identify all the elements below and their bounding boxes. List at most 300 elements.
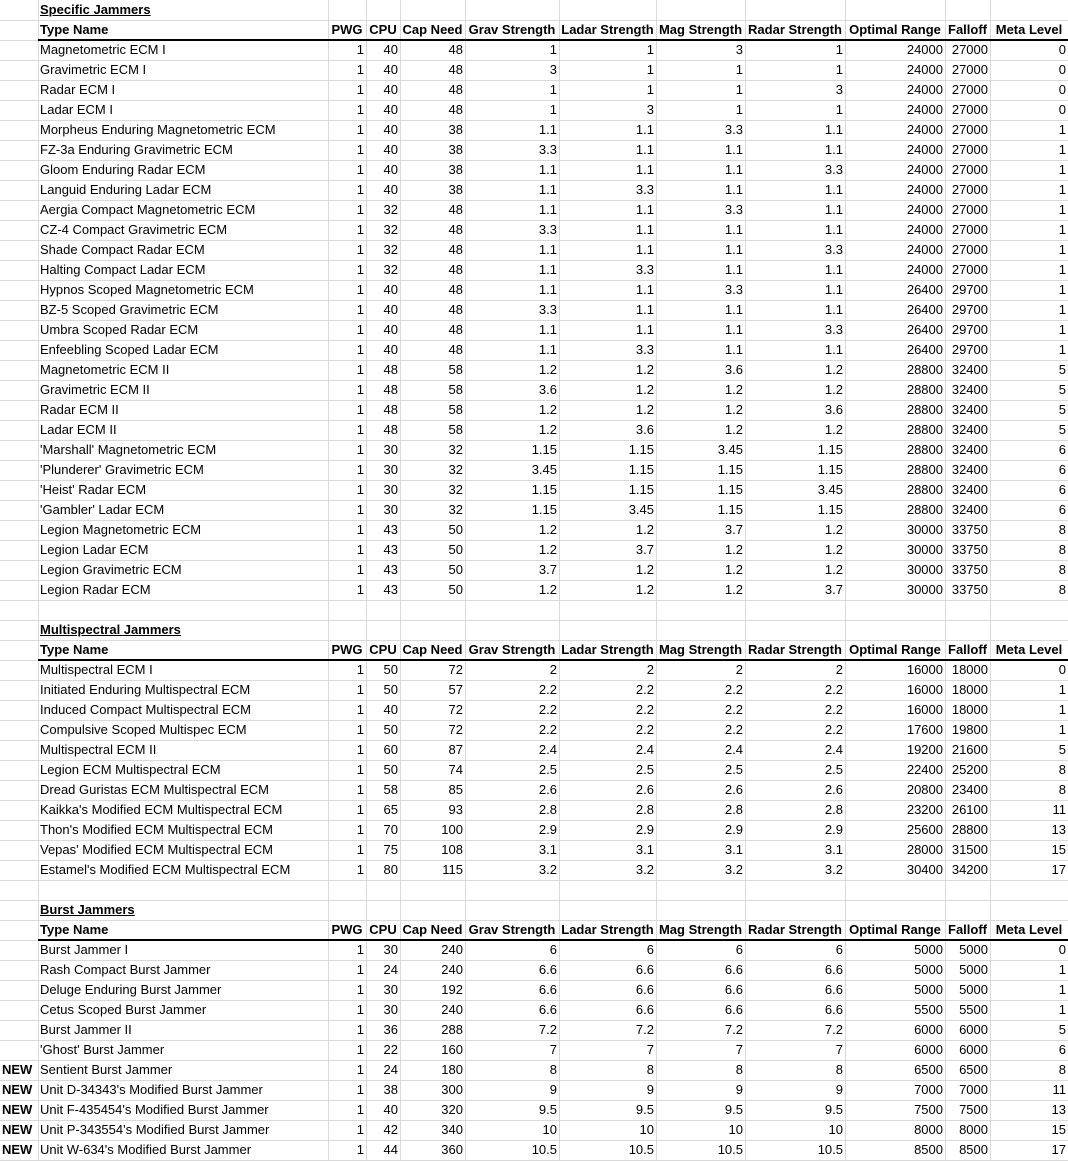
cell-radar-strength[interactable]: 1.15 — [817, 502, 843, 517]
cell-cap-need[interactable]: 32 — [448, 442, 463, 457]
cell-radar-strength[interactable]: 1.2 — [824, 362, 843, 377]
cell-pwg[interactable]: 1 — [356, 1002, 364, 1017]
cell-mag-strength[interactable]: 1.1 — [724, 302, 743, 317]
cell-cpu[interactable]: 30 — [383, 942, 398, 957]
cell-ladar-strength[interactable]: 1.1 — [635, 142, 654, 157]
cell-optimal-range[interactable]: 24000 — [906, 142, 943, 157]
cell-ladar-strength[interactable]: 1.2 — [635, 582, 654, 597]
cell-cap-need[interactable]: 72 — [448, 702, 463, 717]
cell-cpu[interactable]: 30 — [383, 1002, 398, 1017]
cell-radar-strength[interactable]: 3 — [835, 82, 843, 97]
row-tag[interactable] — [0, 780, 38, 800]
cell-cpu[interactable]: 80 — [383, 862, 398, 877]
header-falloff[interactable]: Falloff — [948, 22, 987, 37]
cell-cpu[interactable]: 43 — [383, 562, 398, 577]
cell-radar-strength[interactable]: 6.6 — [824, 962, 843, 977]
cell-falloff[interactable]: 27000 — [951, 182, 988, 197]
cell-grav-strength[interactable]: 1 — [549, 102, 557, 117]
cell-falloff[interactable]: 27000 — [951, 122, 988, 137]
cell-pwg[interactable]: 1 — [356, 122, 364, 137]
row-tag[interactable] — [0, 240, 38, 260]
cell-radar-strength[interactable]: 6.6 — [824, 1002, 843, 1017]
cell-cpu[interactable]: 50 — [383, 762, 398, 777]
row-tag[interactable] — [0, 580, 38, 600]
cell-falloff[interactable]: 27000 — [951, 42, 988, 57]
cell-cpu[interactable]: 32 — [383, 222, 398, 237]
cell-optimal-range[interactable]: 17600 — [906, 722, 943, 737]
cell-type-name[interactable]: Dread Guristas ECM Multispectral ECM — [40, 782, 269, 797]
cell-optimal-range[interactable]: 16000 — [906, 682, 943, 697]
row-tag[interactable] — [0, 740, 38, 760]
header-cpu[interactable]: CPU — [369, 22, 397, 37]
cell-type-name[interactable]: Gloom Enduring Radar ECM — [40, 162, 206, 177]
cell-pwg[interactable]: 1 — [356, 362, 364, 377]
cell-radar-strength[interactable]: 1.15 — [817, 442, 843, 457]
cell-cpu[interactable]: 43 — [383, 522, 398, 537]
cell-radar-strength[interactable]: 3.45 — [817, 482, 843, 497]
cell-cpu[interactable]: 40 — [383, 342, 398, 357]
cell-meta-level[interactable]: 1 — [1058, 122, 1066, 137]
cell-optimal-range[interactable]: 26400 — [906, 282, 943, 297]
cell-cap-need[interactable]: 32 — [448, 502, 463, 517]
cell-grav-strength[interactable]: 1.2 — [538, 362, 557, 377]
cell-type-name[interactable]: Magnetometric ECM I — [40, 42, 166, 57]
cell-radar-strength[interactable]: 3.1 — [824, 842, 843, 857]
cell-radar-strength[interactable]: 1.1 — [824, 122, 843, 137]
cell-meta-level[interactable]: 1 — [1058, 162, 1066, 177]
row-tag[interactable] — [0, 860, 38, 880]
cell-falloff[interactable]: 32400 — [951, 482, 988, 497]
cell-cap-need[interactable]: 58 — [448, 422, 463, 437]
cell-cpu[interactable]: 40 — [383, 702, 398, 717]
cell-falloff[interactable]: 6000 — [959, 1022, 988, 1037]
cell-cap-need[interactable]: 72 — [448, 662, 463, 677]
cell-mag-strength[interactable]: 2 — [735, 662, 743, 677]
cell-type-name[interactable]: Compulsive Scoped Multispec ECM — [40, 722, 247, 737]
cell-ladar-strength[interactable]: 1.1 — [635, 302, 654, 317]
cell-pwg[interactable]: 1 — [356, 842, 364, 857]
cell-cap-need[interactable]: 32 — [448, 482, 463, 497]
cell-mag-strength[interactable]: 2.2 — [724, 702, 743, 717]
cell-mag-strength[interactable]: 2.5 — [724, 762, 743, 777]
cell-cap-need[interactable]: 93 — [448, 802, 463, 817]
cell-meta-level[interactable]: 0 — [1058, 42, 1066, 57]
cell-cap-need[interactable]: 108 — [441, 842, 463, 857]
cell-cpu[interactable]: 48 — [383, 422, 398, 437]
header-cap-need[interactable]: Cap Need — [402, 642, 463, 657]
cell-type-name[interactable]: Gravimetric ECM II — [40, 382, 150, 397]
cell-pwg[interactable]: 1 — [356, 202, 364, 217]
cell-cpu[interactable]: 22 — [383, 1042, 398, 1057]
cell-grav-strength[interactable]: 3 — [549, 62, 557, 77]
cell-cap-need[interactable]: 360 — [441, 1142, 463, 1157]
row-tag[interactable] — [0, 820, 38, 840]
cell-cpu[interactable]: 30 — [383, 502, 398, 517]
cell-type-name[interactable]: Burst Jammer II — [40, 1022, 132, 1037]
cell-grav-strength[interactable]: 1.2 — [538, 522, 557, 537]
cell-meta-level[interactable]: 1 — [1058, 342, 1066, 357]
cell-meta-level[interactable]: 1 — [1058, 1002, 1066, 1017]
cell-falloff[interactable]: 29700 — [951, 322, 988, 337]
cell-ladar-strength[interactable]: 1.1 — [635, 162, 654, 177]
cell-cap-need[interactable]: 38 — [448, 162, 463, 177]
header-optimal-range[interactable]: Optimal Range — [849, 22, 941, 37]
cell-pwg[interactable]: 1 — [356, 1062, 364, 1077]
cell-meta-level[interactable]: 0 — [1058, 102, 1066, 117]
cell-cap-need[interactable]: 240 — [441, 1002, 463, 1017]
row-tag[interactable] — [0, 980, 38, 1000]
cell-pwg[interactable]: 1 — [356, 422, 364, 437]
cell-radar-strength[interactable]: 1 — [835, 62, 843, 77]
cell-optimal-range[interactable]: 28800 — [906, 422, 943, 437]
cell-falloff[interactable]: 32400 — [951, 462, 988, 477]
cell-falloff[interactable]: 5000 — [959, 962, 988, 977]
cell-ladar-strength[interactable]: 2.9 — [635, 822, 654, 837]
row-tag[interactable] — [0, 340, 38, 360]
cell-mag-strength[interactable]: 2.8 — [724, 802, 743, 817]
cell-ladar-strength[interactable]: 2 — [646, 662, 654, 677]
cell-meta-level[interactable]: 6 — [1058, 462, 1066, 477]
cell-grav-strength[interactable]: 1.15 — [531, 482, 557, 497]
cell-mag-strength[interactable]: 9.5 — [724, 1102, 743, 1117]
cell-cap-need[interactable]: 50 — [448, 562, 463, 577]
cell-grav-strength[interactable]: 1 — [549, 82, 557, 97]
header-falloff[interactable]: Falloff — [948, 642, 987, 657]
row-tag[interactable]: NEW — [2, 1102, 33, 1117]
cell-optimal-range[interactable]: 6000 — [914, 1042, 943, 1057]
cell-radar-strength[interactable]: 3.3 — [824, 242, 843, 257]
cell-mag-strength[interactable]: 1.15 — [717, 482, 743, 497]
cell-pwg[interactable]: 1 — [356, 442, 364, 457]
cell-optimal-range[interactable]: 24000 — [906, 202, 943, 217]
cell-cpu[interactable]: 38 — [383, 1082, 398, 1097]
header-meta-level[interactable]: Meta Level — [995, 922, 1063, 937]
cell-cpu[interactable]: 50 — [383, 682, 398, 697]
cell-mag-strength[interactable]: 3.1 — [724, 842, 743, 857]
cell-meta-level[interactable]: 1 — [1058, 282, 1066, 297]
cell-grav-strength[interactable]: 6.6 — [538, 962, 557, 977]
cell-mag-strength[interactable]: 3.2 — [724, 862, 743, 877]
row-tag[interactable] — [0, 200, 38, 220]
cell-ladar-strength[interactable]: 1.1 — [635, 242, 654, 257]
cell-ladar-strength[interactable]: 3.7 — [635, 542, 654, 557]
row-tag[interactable] — [0, 500, 38, 520]
cell-meta-level[interactable]: 1 — [1058, 982, 1066, 997]
cell-falloff[interactable]: 8500 — [959, 1142, 988, 1157]
cell-optimal-range[interactable]: 23200 — [906, 802, 943, 817]
cell-falloff[interactable]: 34200 — [951, 862, 988, 877]
row-tag[interactable] — [0, 180, 38, 200]
cell-meta-level[interactable]: 17 — [1051, 862, 1066, 877]
cell-pwg[interactable]: 1 — [356, 862, 364, 877]
cell-grav-strength[interactable]: 1.2 — [538, 582, 557, 597]
cell-falloff[interactable]: 25200 — [951, 762, 988, 777]
header-ladar-strength[interactable]: Ladar Strength — [561, 922, 654, 937]
cell-grav-strength[interactable]: 3.3 — [538, 142, 557, 157]
row-tag[interactable] — [0, 520, 38, 540]
cell-meta-level[interactable]: 1 — [1058, 222, 1066, 237]
cell-cpu[interactable]: 40 — [383, 282, 398, 297]
cell-type-name[interactable]: Multispectral ECM I — [40, 662, 153, 677]
cell-radar-strength[interactable]: 10 — [828, 1122, 843, 1137]
cell-radar-strength[interactable]: 3.6 — [824, 402, 843, 417]
cell-cap-need[interactable]: 57 — [448, 682, 463, 697]
cell-meta-level[interactable]: 5 — [1058, 742, 1066, 757]
cell-meta-level[interactable]: 1 — [1058, 242, 1066, 257]
cell-ladar-strength[interactable]: 2.8 — [635, 802, 654, 817]
cell-pwg[interactable]: 1 — [356, 702, 364, 717]
row-tag[interactable] — [0, 60, 38, 80]
cell-falloff[interactable]: 32400 — [951, 422, 988, 437]
cell-meta-level[interactable]: 11 — [1052, 1082, 1066, 1097]
cell-mag-strength[interactable]: 7 — [735, 1042, 743, 1057]
cell-optimal-range[interactable]: 7000 — [914, 1082, 943, 1097]
row-tag[interactable] — [0, 1000, 38, 1020]
cell-falloff[interactable]: 29700 — [951, 282, 988, 297]
row-tag[interactable] — [0, 320, 38, 340]
cell-pwg[interactable]: 1 — [356, 582, 364, 597]
cell-mag-strength[interactable]: 2.2 — [724, 682, 743, 697]
cell-falloff[interactable]: 27000 — [951, 202, 988, 217]
cell-optimal-range[interactable]: 16000 — [906, 662, 943, 677]
cell-meta-level[interactable]: 1 — [1058, 182, 1066, 197]
cell-mag-strength[interactable]: 6.6 — [724, 982, 743, 997]
cell-grav-strength[interactable]: 1.15 — [531, 502, 557, 517]
row-tag[interactable] — [0, 420, 38, 440]
cell-cap-need[interactable]: 192 — [441, 982, 463, 997]
cell-ladar-strength[interactable]: 1 — [646, 42, 654, 57]
cell-cap-need[interactable]: 50 — [448, 522, 463, 537]
row-tag[interactable] — [0, 1040, 38, 1060]
cell-optimal-range[interactable]: 24000 — [906, 62, 943, 77]
cell-ladar-strength[interactable]: 9.5 — [635, 1102, 654, 1117]
cell-mag-strength[interactable]: 1.1 — [724, 222, 743, 237]
cell-cap-need[interactable]: 87 — [448, 742, 463, 757]
cell-falloff[interactable]: 28800 — [951, 822, 988, 837]
cell-pwg[interactable]: 1 — [356, 322, 364, 337]
cell-cpu[interactable]: 40 — [383, 142, 398, 157]
cell-falloff[interactable]: 27000 — [951, 262, 988, 277]
cell-type-name[interactable]: Thon's Modified ECM Multispectral ECM — [40, 822, 273, 837]
cell-cap-need[interactable]: 48 — [448, 242, 463, 257]
cell-meta-level[interactable]: 1 — [1058, 262, 1066, 277]
cell-cpu[interactable]: 70 — [383, 822, 398, 837]
cell-grav-strength[interactable]: 2.5 — [538, 762, 557, 777]
row-tag[interactable] — [0, 140, 38, 160]
cell-grav-strength[interactable]: 1.1 — [538, 182, 557, 197]
cell-optimal-range[interactable]: 28000 — [906, 842, 943, 857]
cell-radar-strength[interactable]: 10.5 — [817, 1142, 843, 1157]
cell-falloff[interactable]: 7500 — [959, 1102, 988, 1117]
cell-falloff[interactable]: 29700 — [951, 342, 988, 357]
cell-optimal-range[interactable]: 26400 — [906, 302, 943, 317]
cell-mag-strength[interactable]: 2.6 — [724, 782, 743, 797]
header-cpu[interactable]: CPU — [369, 642, 397, 657]
cell-grav-strength[interactable]: 10 — [542, 1122, 557, 1137]
cell-cap-need[interactable]: 48 — [448, 282, 463, 297]
header-ladar-strength[interactable]: Ladar Strength — [561, 642, 654, 657]
cell-cpu[interactable]: 40 — [383, 62, 398, 77]
cell-mag-strength[interactable]: 1.2 — [724, 422, 743, 437]
cell-cpu[interactable]: 40 — [383, 42, 398, 57]
cell-falloff[interactable]: 26100 — [951, 802, 988, 817]
cell-cap-need[interactable]: 38 — [448, 182, 463, 197]
cell-ladar-strength[interactable]: 6 — [646, 942, 654, 957]
cell-cpu[interactable]: 40 — [383, 82, 398, 97]
cell-radar-strength[interactable]: 7.2 — [824, 1022, 843, 1037]
row-tag[interactable] — [0, 440, 38, 460]
cell-meta-level[interactable]: 1 — [1058, 702, 1066, 717]
cell-ladar-strength[interactable]: 3.6 — [635, 422, 654, 437]
cell-type-name[interactable]: Legion Gravimetric ECM — [40, 562, 182, 577]
cell-cpu[interactable]: 24 — [383, 962, 398, 977]
cell-grav-strength[interactable]: 2.8 — [538, 802, 557, 817]
cell-meta-level[interactable]: 6 — [1058, 482, 1066, 497]
cell-meta-level[interactable]: 8 — [1058, 762, 1066, 777]
cell-cap-need[interactable]: 180 — [441, 1062, 463, 1077]
cell-cap-need[interactable]: 48 — [448, 42, 463, 57]
cell-meta-level[interactable]: 15 — [1051, 842, 1066, 857]
cell-meta-level[interactable]: 8 — [1058, 542, 1066, 557]
cell-pwg[interactable]: 1 — [356, 382, 364, 397]
cell-mag-strength[interactable]: 1.15 — [717, 502, 743, 517]
cell-ladar-strength[interactable]: 3 — [646, 102, 654, 117]
row-tag[interactable] — [0, 940, 38, 960]
cell-meta-level[interactable]: 1 — [1058, 302, 1066, 317]
cell-cap-need[interactable]: 48 — [448, 322, 463, 337]
cell-grav-strength[interactable]: 3.7 — [538, 562, 557, 577]
row-tag[interactable] — [0, 260, 38, 280]
cell-mag-strength[interactable]: 1.1 — [724, 242, 743, 257]
cell-optimal-range[interactable]: 5000 — [914, 962, 943, 977]
cell-type-name[interactable]: Burst Jammer I — [40, 942, 129, 957]
cell-mag-strength[interactable]: 6.6 — [724, 1002, 743, 1017]
cell-falloff[interactable]: 18000 — [951, 662, 988, 677]
cell-meta-level[interactable]: 1 — [1058, 202, 1066, 217]
cell-falloff[interactable]: 32400 — [951, 402, 988, 417]
cell-grav-strength[interactable]: 3.45 — [531, 462, 557, 477]
cell-grav-strength[interactable]: 2 — [549, 662, 557, 677]
row-tag[interactable] — [0, 800, 38, 820]
cell-pwg[interactable]: 1 — [356, 462, 364, 477]
cell-meta-level[interactable]: 17 — [1051, 1142, 1066, 1157]
cell-radar-strength[interactable]: 3.3 — [824, 162, 843, 177]
cell-pwg[interactable]: 1 — [356, 222, 364, 237]
cell-cpu[interactable]: 30 — [383, 482, 398, 497]
cell-meta-level[interactable]: 5 — [1058, 422, 1066, 437]
cell-meta-level[interactable]: 6 — [1058, 502, 1066, 517]
cell-grav-strength[interactable]: 6.6 — [538, 1002, 557, 1017]
cell-pwg[interactable]: 1 — [356, 522, 364, 537]
cell-optimal-range[interactable]: 24000 — [906, 102, 943, 117]
cell-cpu[interactable]: 44 — [383, 1142, 398, 1157]
cell-optimal-range[interactable]: 28800 — [906, 362, 943, 377]
cell-type-name[interactable]: Multispectral ECM II — [40, 742, 157, 757]
cell-ladar-strength[interactable]: 3.1 — [635, 842, 654, 857]
cell-cpu[interactable]: 58 — [383, 782, 398, 797]
cell-radar-strength[interactable]: 1.2 — [824, 382, 843, 397]
cell-optimal-range[interactable]: 24000 — [906, 82, 943, 97]
cell-falloff[interactable]: 5000 — [959, 982, 988, 997]
cell-type-name[interactable]: 'Gambler' Ladar ECM — [40, 502, 165, 517]
cell-type-name[interactable]: FZ-3a Enduring Gravimetric ECM — [40, 142, 233, 157]
cell-optimal-range[interactable]: 30400 — [906, 862, 943, 877]
cell-ladar-strength[interactable]: 1.1 — [635, 322, 654, 337]
cell-mag-strength[interactable]: 1.2 — [724, 542, 743, 557]
header-pwg[interactable]: PWG — [331, 22, 363, 37]
cell-pwg[interactable]: 1 — [356, 782, 364, 797]
cell-optimal-range[interactable]: 5500 — [914, 1002, 943, 1017]
header-mag-strength[interactable]: Mag Strength — [658, 22, 743, 37]
cell-meta-level[interactable]: 8 — [1058, 582, 1066, 597]
cell-mag-strength[interactable]: 9 — [735, 1082, 743, 1097]
cell-meta-level[interactable]: 8 — [1058, 522, 1066, 537]
cell-type-name[interactable]: Aergia Compact Magnetometric ECM — [40, 202, 256, 217]
cell-cpu[interactable]: 40 — [383, 162, 398, 177]
cell-pwg[interactable]: 1 — [356, 502, 364, 517]
cell-radar-strength[interactable]: 2.2 — [824, 702, 843, 717]
cell-meta-level[interactable]: 5 — [1058, 382, 1066, 397]
cell-type-name[interactable]: 'Marshall' Magnetometric ECM — [40, 442, 217, 457]
cell-mag-strength[interactable]: 3.7 — [724, 522, 743, 537]
cell-optimal-range[interactable]: 30000 — [906, 522, 943, 537]
cell-pwg[interactable]: 1 — [356, 62, 364, 77]
cell-falloff[interactable]: 33750 — [951, 562, 988, 577]
cell-cap-need[interactable]: 48 — [448, 202, 463, 217]
cell-falloff[interactable]: 19800 — [951, 722, 988, 737]
cell-cap-need[interactable]: 50 — [448, 542, 463, 557]
cell-grav-strength[interactable]: 1.1 — [538, 162, 557, 177]
cell-meta-level[interactable]: 13 — [1051, 822, 1066, 837]
cell-type-name[interactable]: 'Ghost' Burst Jammer — [40, 1042, 165, 1057]
cell-type-name[interactable]: Estamel's Modified ECM Multispectral ECM — [40, 862, 291, 877]
cell-meta-level[interactable]: 6 — [1058, 442, 1066, 457]
cell-pwg[interactable]: 1 — [356, 962, 364, 977]
cell-cap-need[interactable]: 100 — [441, 822, 463, 837]
cell-cpu[interactable]: 24 — [383, 1062, 398, 1077]
cell-meta-level[interactable]: 8 — [1058, 782, 1066, 797]
cell-type-name[interactable]: Deluge Enduring Burst Jammer — [40, 982, 222, 997]
cell-pwg[interactable]: 1 — [356, 762, 364, 777]
row-tag[interactable] — [0, 760, 38, 780]
cell-grav-strength[interactable]: 3.2 — [538, 862, 557, 877]
header-meta-level[interactable]: Meta Level — [995, 22, 1063, 37]
cell-radar-strength[interactable]: 1 — [835, 102, 843, 117]
cell-grav-strength[interactable]: 1.1 — [538, 122, 557, 137]
row-tag[interactable] — [0, 160, 38, 180]
cell-grav-strength[interactable]: 1.1 — [538, 282, 557, 297]
header-mag-strength[interactable]: Mag Strength — [658, 642, 743, 657]
cell-optimal-range[interactable]: 28800 — [906, 382, 943, 397]
cell-ladar-strength[interactable]: 1.1 — [635, 282, 654, 297]
cell-meta-level[interactable]: 0 — [1058, 662, 1066, 677]
cell-meta-level[interactable]: 5 — [1058, 1022, 1066, 1037]
cell-falloff[interactable]: 6500 — [959, 1062, 988, 1077]
header-meta-level[interactable]: Meta Level — [995, 642, 1063, 657]
cell-optimal-range[interactable]: 24000 — [906, 242, 943, 257]
cell-cpu[interactable]: 40 — [383, 122, 398, 137]
cell-radar-strength[interactable]: 1.1 — [824, 182, 843, 197]
cell-type-name[interactable]: Legion Magnetometric ECM — [40, 522, 202, 537]
header-type-name[interactable]: Type Name — [40, 642, 109, 657]
cell-optimal-range[interactable]: 26400 — [906, 342, 943, 357]
cell-grav-strength[interactable]: 1.1 — [538, 242, 557, 257]
row-tag[interactable] — [0, 400, 38, 420]
cell-grav-strength[interactable]: 3.3 — [538, 222, 557, 237]
cell-pwg[interactable]: 1 — [356, 942, 364, 957]
cell-optimal-range[interactable]: 5000 — [914, 942, 943, 957]
row-tag[interactable] — [0, 840, 38, 860]
